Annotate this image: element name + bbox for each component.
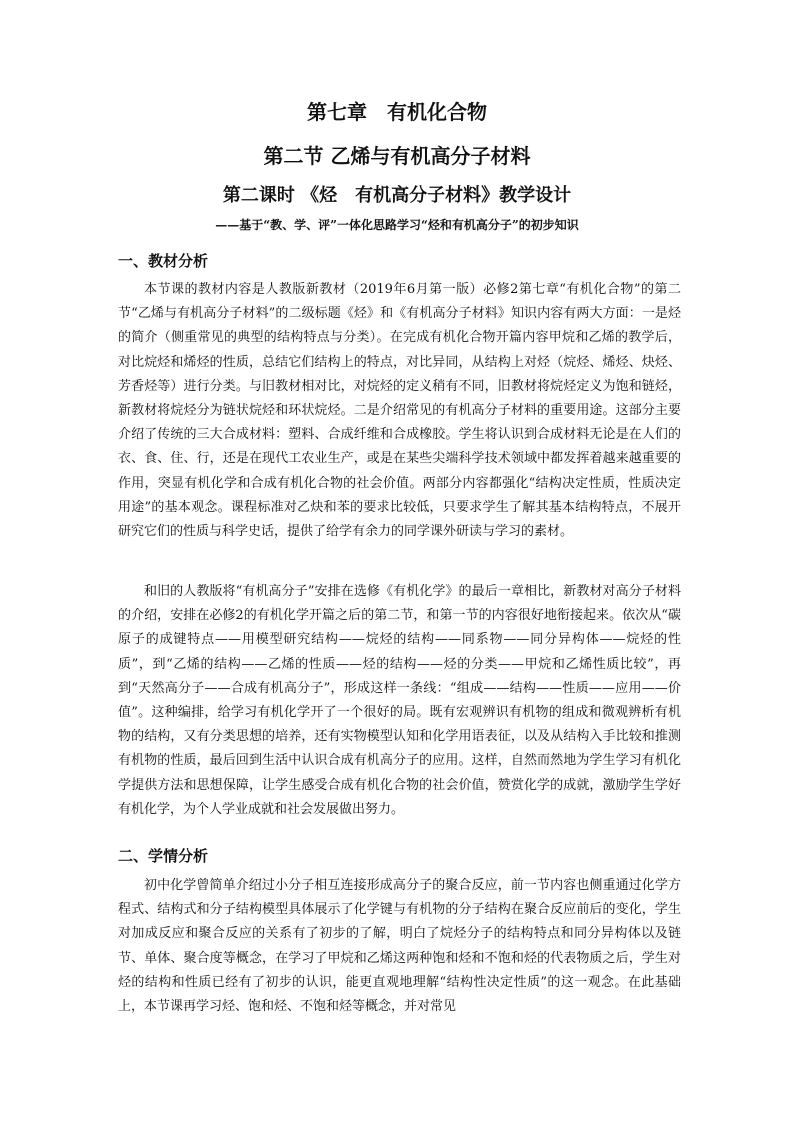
subtitle: ——基于“教、学、评”一体化思路学习“烃和有机高分子”的初步知识 — [215, 218, 579, 232]
lesson-title: 第二课时 《烃 有机高分子材料》教学设计 — [222, 185, 572, 206]
paragraph: 本节课的教材内容是人教版新教材（2019年6月第一版）必修2第七章“有机化合物”的第二节“乙烯与有机高分子材料”的二级标题《烃》和《有机高分子材料》知识内容有两大方面：一是烃的简介（侧重常见的典型的结构特点与分类）。在完成有机化合物开篇内容甲烷和乙烯的教学后，对比烷烃和烯烃的性质，总结它们结构上的特点，对比异同，从结构上对烃（烷烃、烯烃、炔烃、芳香烃等）进行分类。与旧教材相对比，对烷烃的定义稍有不同，旧教材将烷烃定义为饱和链烃，新教材将烷烃分为链状烷烃和环状烷烃。二是介绍常见的有机高分子材料的重要用途。这部分主要介绍了传统的三大合成材料：塑料、合成纤维和合成橡胶。学生将认识到合成材料无论是在人们的衣、食、住、行，还是在现代工农业生产，或是在某些尖端科学技术领域中都发挥着越来越重要的作用，突显有机化学和合成有机化合物的社会价值。两部分内容都强化“结构决定性质，性质决定用途”的基本观念。课程标准对乙炔和苯的要求比较低，只要求学生了解其基本结构特点，不展开研究它们的性质与科学史话，提供了给学有余力的同学课外研读与学习的素材。 — [118, 282, 681, 540]
chapter-title: 第七章 有机化合物 — [307, 100, 487, 124]
section-heading-textbook-analysis: 一、教材分析 — [118, 252, 209, 270]
section-heading-student-analysis: 二、学情分析 — [118, 847, 209, 865]
section-title: 第二节 乙烯与有机高分子材料 — [263, 144, 531, 168]
paragraph: 初中化学曾简单介绍过小分子相互连接形成高分子的聚合反应，前一节内容也侧重通过化学方程式、结构式和分子结构模型具体展示了化学键与有机物的分子结构在聚合反应前后的变化，学生对加成反应和聚合反应的关系有了初步的了解，明白了烷烃分子的结构特点和同分异构体以及链节、单体、聚合度等概念，在学习了甲烷和乙烯这两种饱和烃和不饱和烃的代表物质之后，学生对烃的结构和性质已经有了初步的认识，能更直观地理解“结构性决定性质”的这一观念。在此基础上，本节课再学习烃、饱和烃、不饱和烃等概念，并对常见 — [118, 878, 681, 1015]
paragraph: 和旧的人教版将“有机高分子”安排在选修《有机化学》的最后一章相比，新教材对高分子材料的介绍，安排在必修2的有机化学开篇之后的第二节，和第一节的内容很好地衔接起来。依次从“碳原子的成键特点——用模型研究结构——烷烃的结构——同系物——同分异构体——烷烃的性质”，到“乙烯的结构——乙烯的性质——烃的结构——烃的分类——甲烷和乙烯性质比较”，再到“天然高分子——合成有机高分子”，形成这样一条线：“组成——结构——性质——应用——价值”。这种编排，给学习有机化学开了一个很好的局。既有宏观辨识有机物的组成和微观辨析有机物的结构，又有分类思想的培养，还有实物模型认知和化学用语表征，以及从结构入手比较和推测有机物的性质，最后回到生活中认识合成有机高分子的应用。这样，自然而然地为学生学习有机化学提供方法和思想保障，让学生感受合成有机化合物的社会价值，赞赏化学的成就，激励学生学好有机化学，为个人学业成就和社会发展做出努力。 — [118, 584, 681, 817]
